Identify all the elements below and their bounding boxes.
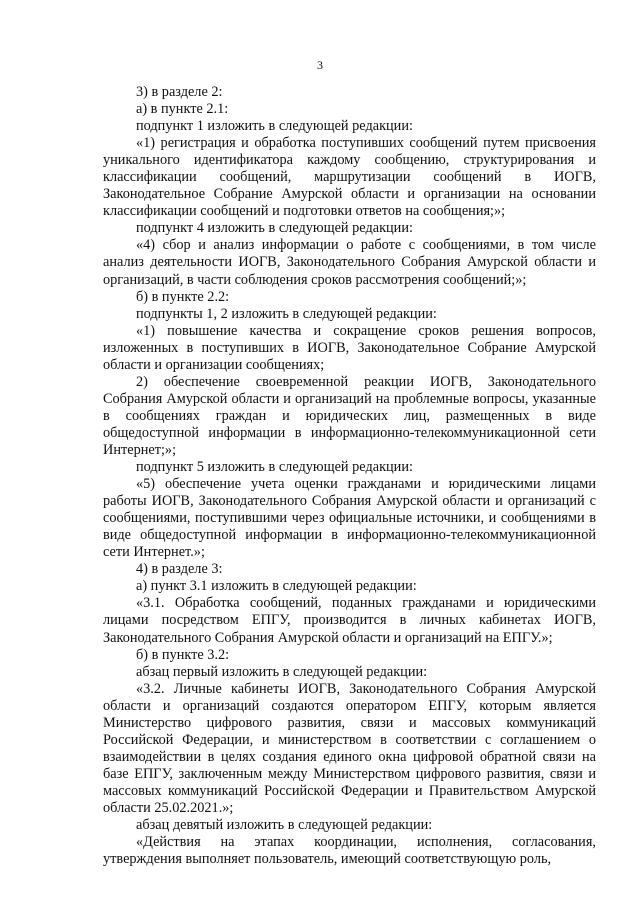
- paragraph: 4) в разделе 3:: [136, 561, 223, 578]
- paragraph: а) в пункте 2.1:: [136, 101, 229, 118]
- paragraph: б) в пункте 2.2:: [136, 288, 230, 305]
- paragraph: абзац девятый изложить в следующей редакции:: [136, 817, 433, 834]
- document-body: [103, 84, 596, 868]
- paragraph: подпункт 5 изложить в следующей редакции:: [136, 459, 413, 476]
- paragraph: а) пункт 3.1 изложить в следующей редакции:: [136, 578, 417, 595]
- paragraph: подпункт 1 изложить в следующей редакции:: [136, 118, 413, 135]
- paragraph: «4) сбор и анализ информации о работе с сообщениями, в том числе анализ деятельности ИОГВ, Законодательного Собрания Амурской области и организаций, в части соблюдения сроков рассмотрения сообщений;»;: [103, 237, 596, 288]
- paragraph: подпункты 1, 2 изложить в следующей редакции:: [136, 305, 437, 322]
- paragraph: подпункт 4 изложить в следующей редакции:: [136, 220, 413, 237]
- paragraph: б) в пункте 3.2:: [136, 646, 230, 663]
- page-number: 3: [317, 58, 323, 72]
- paragraph: «5) обеспечение учета оценки гражданами и юридическими лицами работы ИОГВ, Законодательного Собрания Амурской области и организаций с сообщениями, поступившими через официальные источники, и сообщениями в виде общедоступной информации в информационно-телекоммуникационной сети Интернет.»;: [103, 476, 596, 561]
- paragraph: 2) обеспечение своевременной реакции ИОГВ, Законодательного Собрания Амурской области и организаций на проблемные вопросы, указанные в сообщениях граждан и юридических лиц, размещенных в виде общедоступной информации в информационно-телекоммуникационной сети Интернет;»;: [103, 373, 596, 458]
- paragraph: 3) в разделе 2:: [136, 84, 223, 100]
- paragraph: «3.2. Личные кабинеты ИОГВ, Законодательного Собрания Амурской области и организаций создаются оператором ЕПГУ, которым является Министерство цифрового развития, связи и массовых коммуникаций Российской Федерации, и министерством в соответствии с соглашением о взаимодействии в целях создания единого окна цифровой обратной связи на базе ЕПГУ, заключенным между Министерством цифрового развития, связи и массовых коммуникаций Российской Федерации и Правительством Амурской области 25.02.2021.»;: [103, 680, 596, 816]
- paragraph: «1) регистрация и обработка поступивших сообщений путем присвоения уникального идентификатора каждому сообщению, структурирования и классификации сообщений, маршрутизации сообщений в ИОГВ, Законодательное Собрание Амурской области и организации на основании классификации сообщений и подготовки ответов на сообщения;»;: [103, 135, 596, 220]
- paragraph: «3.1. Обработка сообщений, поданных гражданами и юридическими лицами посредством ЕПГУ, производится в личных кабинетах ИОГВ, Законодательного Собрания Амурской области и организаций на ЕПГУ.»;: [103, 595, 596, 646]
- paragraph: абзац первый изложить в следующей редакции:: [136, 663, 428, 680]
- paragraph: «Действия на этапах координации, исполнения, согласования, утверждения выполняет пользователь, имеющий соответствующую роль,: [103, 834, 596, 868]
- paragraph: «1) повышение качества и сокращение сроков решения вопросов, изложенных в поступивших в ИОГВ, Законодательное Собрание Амурской области и организации сообщениях;: [103, 322, 596, 373]
